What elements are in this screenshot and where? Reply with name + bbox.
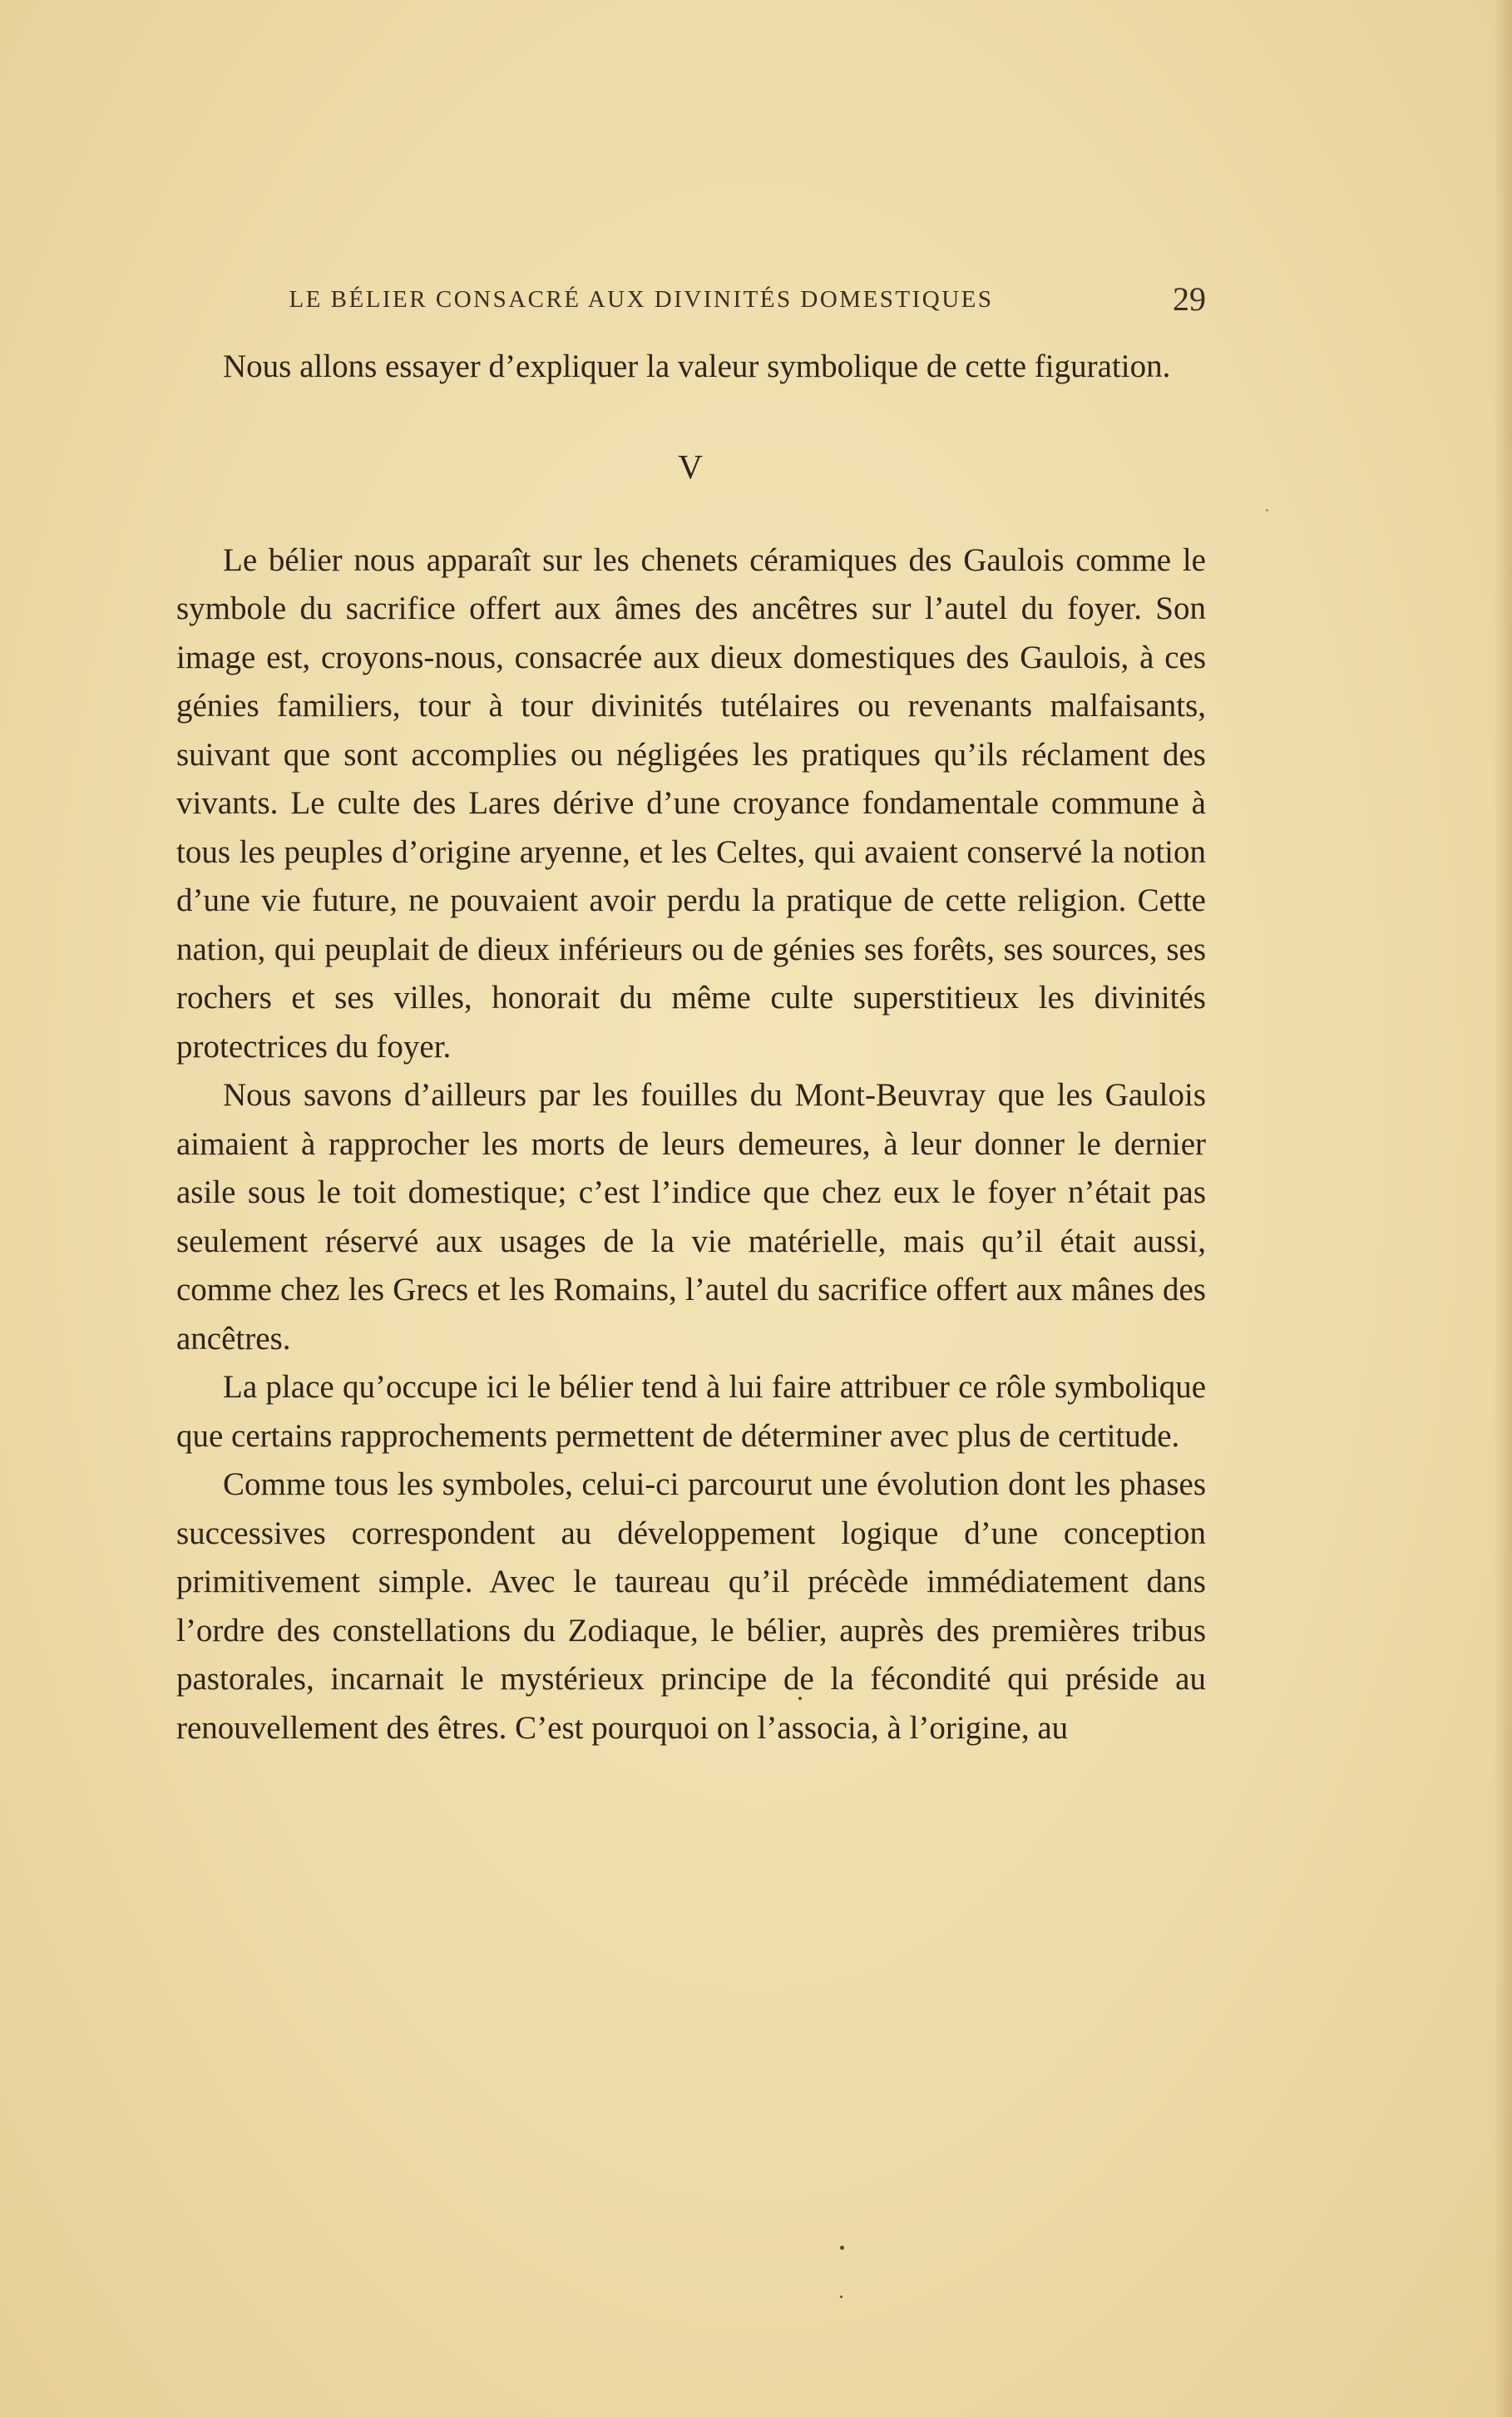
ink-speck <box>840 2296 842 2298</box>
paragraph-2: Nous savons d’ailleurs par les fouilles du Mont-Beuvray que les Gaulois aimaient à rapprocher les morts de leurs demeures, à leur donner le dernier asile sous le toit domestique; c’est l’indice que chez eux le foyer n’était pas seulement réservé aux usages de la vie matérielle, mais qu’il était aussi, comme chez les Grecs et les Romains, l’autel du sacrifice offert aux mânes des ancêtres. <box>176 1077 1206 1357</box>
ink-speck <box>798 1697 802 1700</box>
page-number: 29 <box>1173 280 1206 318</box>
ink-speck <box>840 2246 844 2250</box>
paragraph-3: La place qu’occupe ici le bélier tend à lui faire attribuer ce rôle symbolique que certains rapprochements permettent de déterminer avec plus de certitude. <box>176 1369 1206 1454</box>
running-head <box>176 279 1206 323</box>
paragraph-intro: Nous allons essayer d’expliquer la valeur symbolique de cette figuration. <box>223 348 1171 384</box>
page-edge-shadow <box>1494 0 1512 2417</box>
paragraph-1: Le bélier nous apparaît sur les chenets céramiques des Gaulois comme le symbole du sacrifice offert aux âmes des ancêtres sur l’autel du foyer. Son image est, croyons-nous, consacrée aux dieux domestiques des Gaulois, à ces génies familiers, tour à tour divinités tutélaires ou revenants malfaisants, suivant que sont accomplies ou négligées les pratiques qu’ils réclament des vivants. Le culte des Lares dérive d’une croyance fondamentale commune à tous les peuples d’origine aryenne, et les Celtes, qui avaient conservé la notion d’une vie future, ne pouvaient avoir perdu la pratique de cette religion. Cette nation, qui peuplait de dieux inférieurs ou de génies ses forêts, ses sources, ses rochers et ses villes, honorait du même culte superstitieux les divinités protectrices du foyer. <box>176 541 1206 1065</box>
ink-speck <box>1266 509 1268 512</box>
running-title: LE BÉLIER CONSACRÉ AUX DIVINITÉS DOMESTIQUES <box>289 286 994 313</box>
paragraph-4: Comme tous les symboles, celui-ci parcourut une évolution dont les phases successives correspondent au développement logique d’une conception primitivement simple. Avec le taureau qu’il précède immédiatement dans l’ordre des constellations du Zodiaque, le bélier, auprès des premières tribus pastorales, incarnait le mystérieux principe de la fécondité qui préside au renouvellement des êtres. C’est pourquoi on l’associa, à l’origine, au <box>176 1466 1206 1746</box>
section-heading: V <box>678 447 704 486</box>
body-text <box>176 343 1206 1752</box>
